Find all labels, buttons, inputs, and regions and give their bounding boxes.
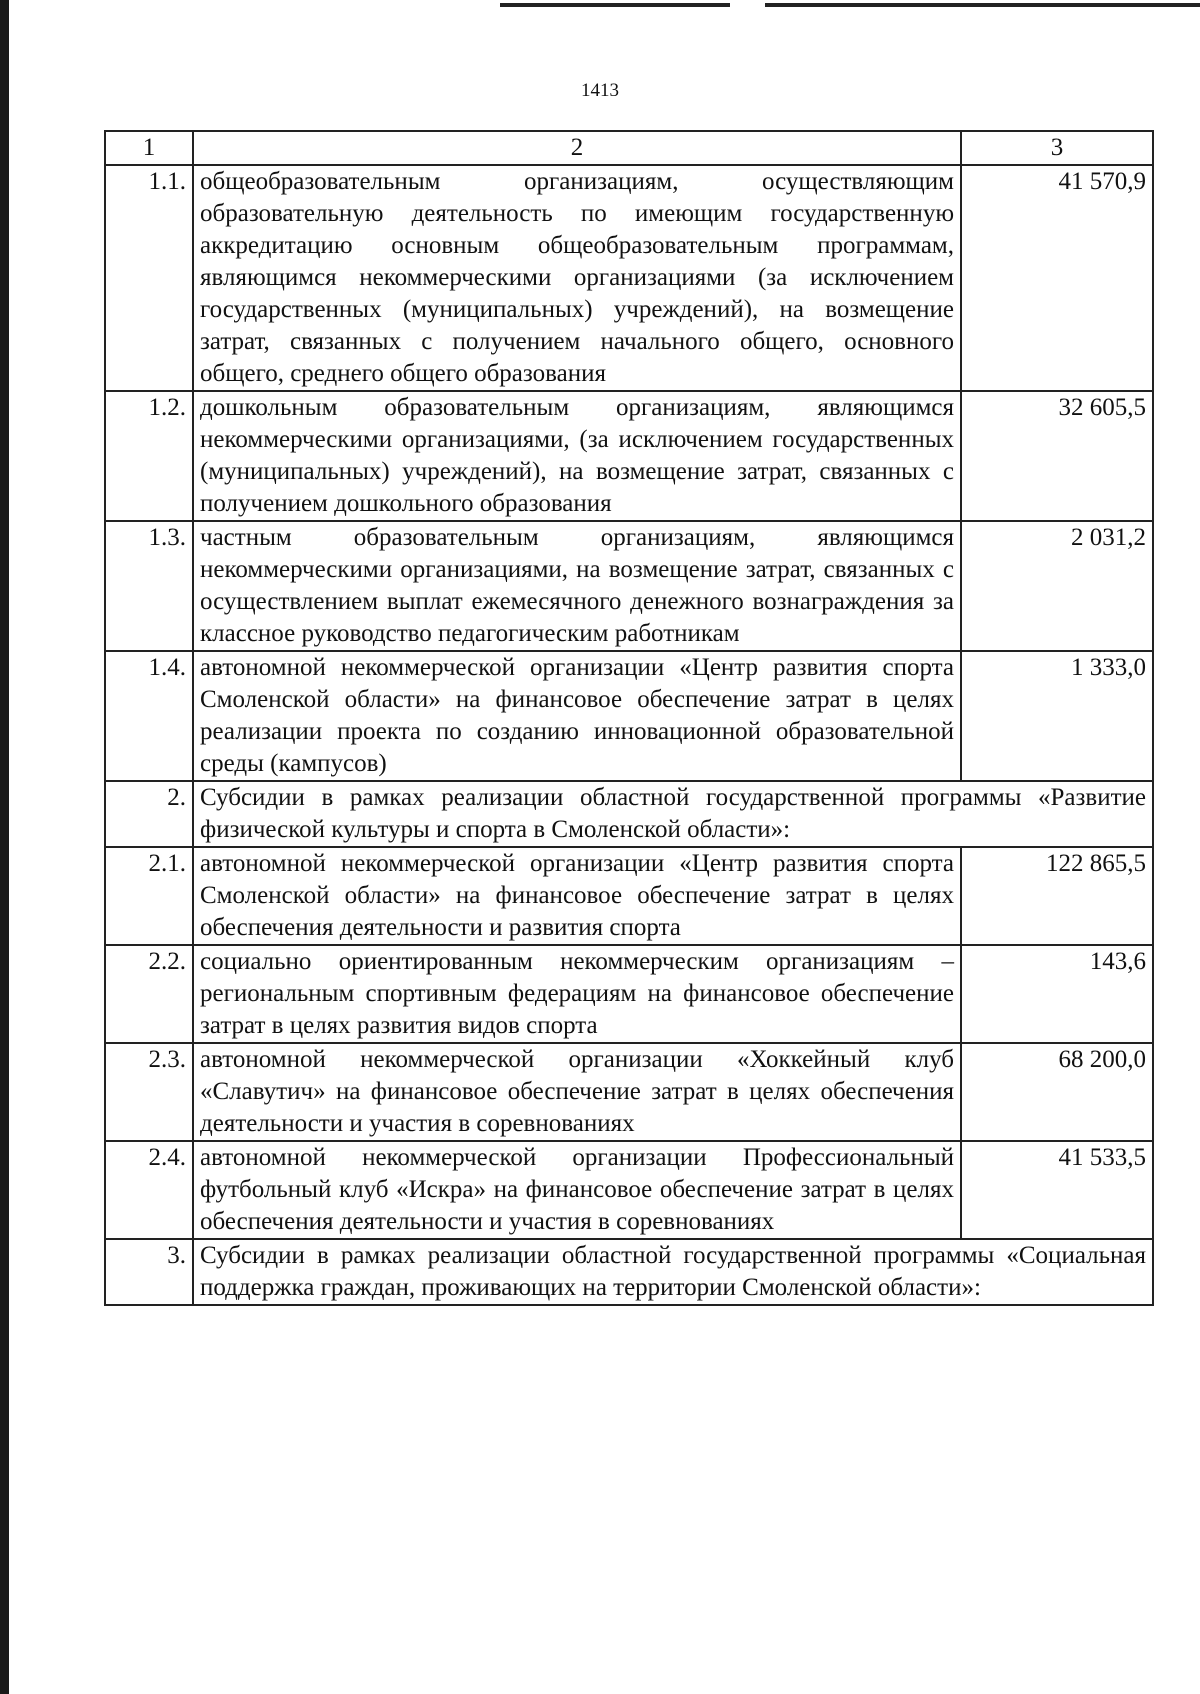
row-number: 2.1. — [105, 847, 193, 945]
row-description: автономной некоммерческой организации «Хоккейный клуб «Славутич» на финансовое обеспечение затрат в целях обеспечения деятельности и участия в соревнованиях — [193, 1043, 961, 1141]
table-row — [105, 165, 1153, 391]
column-header: 2 — [193, 131, 961, 165]
table-row — [105, 1043, 1153, 1141]
table-row — [105, 945, 1153, 1043]
row-amount: 32 605,5 — [961, 391, 1153, 521]
section-title: Субсидии в рамках реализации областной государственной программы «Социальная поддержка граждан, проживающих на территории Смоленской области»: — [193, 1239, 1153, 1305]
row-amount: 1 333,0 — [961, 651, 1153, 781]
row-number: 2.4. — [105, 1141, 193, 1239]
row-amount: 2 031,2 — [961, 521, 1153, 651]
subsidy-table — [104, 130, 1154, 1306]
row-description: частным образовательным организациям, являющимся некоммерческими организациями, на возмещение затрат, связанных с осуществлением выплат ежемесячного денежного вознаграждения за классное руководство педагогическим работникам — [193, 521, 961, 651]
row-number: 1.4. — [105, 651, 193, 781]
row-amount: 68 200,0 — [961, 1043, 1153, 1141]
table-section-row — [105, 1239, 1153, 1305]
table-row — [105, 1141, 1153, 1239]
column-header: 3 — [961, 131, 1153, 165]
scan-top-rule — [765, 3, 1200, 7]
row-description: автономной некоммерческой организации «Центр развития спорта Смоленской области» на финансовое обеспечение затрат в целях обеспечения деятельности и развития спорта — [193, 847, 961, 945]
table-header-row — [105, 131, 1153, 165]
scan-left-edge — [0, 0, 9, 1694]
table-row — [105, 651, 1153, 781]
table-row — [105, 391, 1153, 521]
section-title: Субсидии в рамках реализации областной государственной программы «Развитие физической культуры и спорта в Смоленской области»: — [193, 781, 1153, 847]
page-number: 1413 — [581, 80, 619, 101]
row-amount: 122 865,5 — [961, 847, 1153, 945]
row-number: 3. — [105, 1239, 193, 1305]
row-number: 1.1. — [105, 165, 193, 391]
table-row — [105, 847, 1153, 945]
row-number: 1.3. — [105, 521, 193, 651]
row-description: общеобразовательным организациям, осуществляющим образовательную деятельность по имеющим государственную аккредитацию основным общеобразовательным программам, являющимся некоммерческими организациями (за исключением государственных (муниципальных) учреждений), на возмещение затрат, связанных с получением начального общего, основного общего, среднего общего образования — [193, 165, 961, 391]
row-amount: 41 570,9 — [961, 165, 1153, 391]
row-description: социально ориентированным некоммерческим организациям – региональным спортивным федерациям на финансовое обеспечение затрат в целях развития видов спорта — [193, 945, 961, 1043]
table-body — [105, 131, 1153, 1305]
row-amount: 41 533,5 — [961, 1141, 1153, 1239]
row-amount: 143,6 — [961, 945, 1153, 1043]
row-description: автономной некоммерческой организации Профессиональный футбольный клуб «Искра» на финансовое обеспечение затрат в целях обеспечения деятельности и участия в соревнованиях — [193, 1141, 961, 1239]
row-description: дошкольным образовательным организациям, являющимся некоммерческими организациями, (за исключением государственных (муниципальных) учреждений), на возмещение затрат, связанных с получением дошкольного образования — [193, 391, 961, 521]
row-number: 2.2. — [105, 945, 193, 1043]
row-number: 1.2. — [105, 391, 193, 521]
row-number: 2. — [105, 781, 193, 847]
scan-top-rule — [500, 3, 730, 7]
table-section-row — [105, 781, 1153, 847]
column-header: 1 — [105, 131, 193, 165]
row-description: автономной некоммерческой организации «Центр развития спорта Смоленской области» на финансовое обеспечение затрат в целях реализации проекта по созданию инновационной образовательной среды (кампусов) — [193, 651, 961, 781]
row-number: 2.3. — [105, 1043, 193, 1141]
table-row — [105, 521, 1153, 651]
